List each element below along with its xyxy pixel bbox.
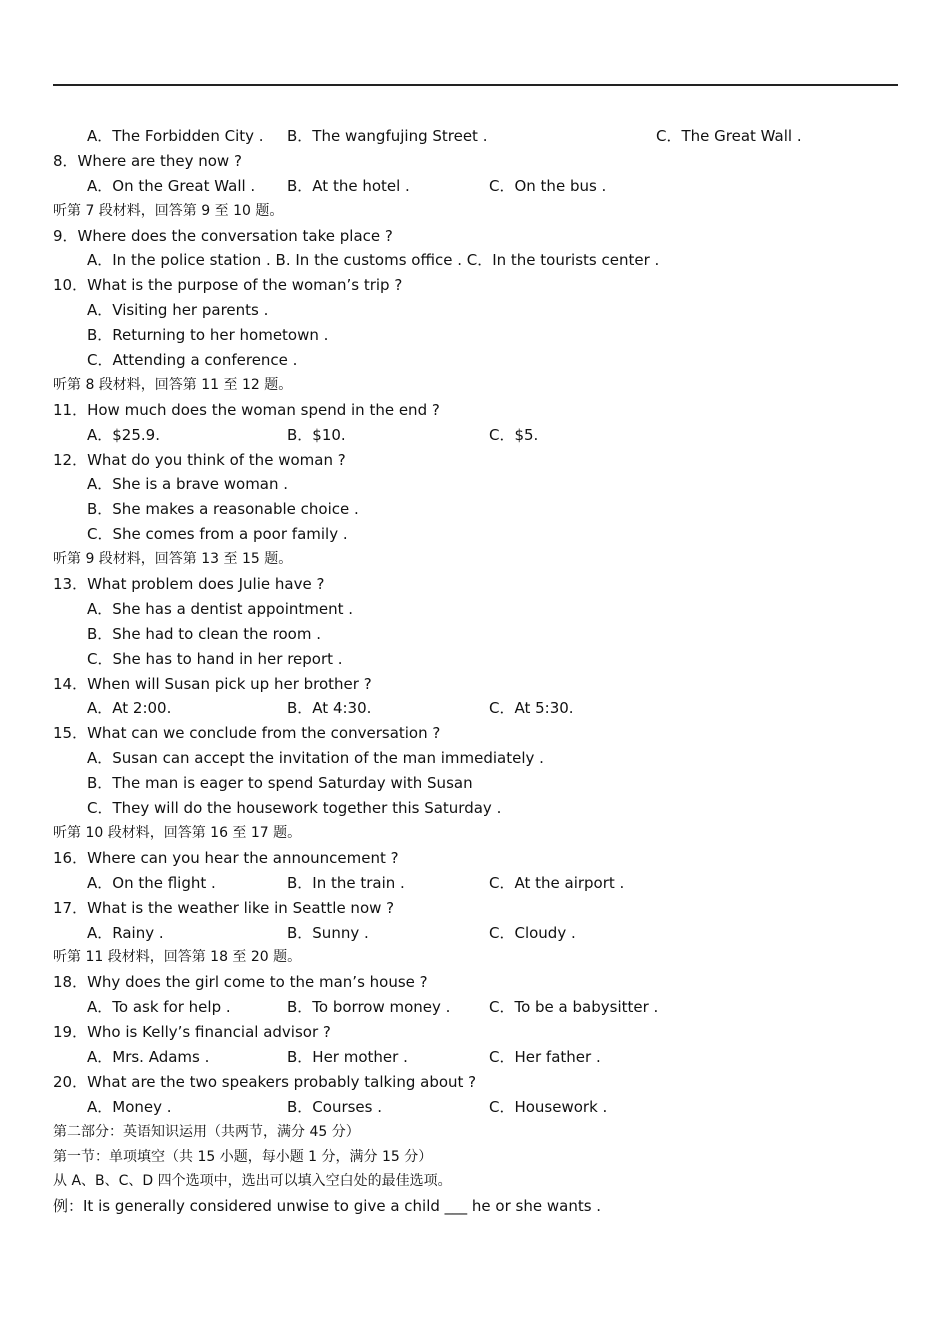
option-line: A．She is a brave woman . <box>87 475 289 494</box>
option-line: A．In the police station . B. In the customs office . C．In the tourists center . <box>87 251 660 270</box>
section-heading: 第二部分：英语知识运用（共两节，满分 45 分） <box>53 1123 360 1140</box>
option-b: B．To borrow money . <box>287 998 451 1017</box>
option-row <box>53 696 913 721</box>
option-row <box>53 1045 913 1070</box>
question-text: 17．What is the weather like in Seattle now ? <box>53 898 395 917</box>
option-row <box>53 995 913 1020</box>
question-text: 12．What do you think of the woman ? <box>53 450 346 469</box>
option-row <box>53 124 913 149</box>
header-rule <box>53 84 898 86</box>
option-line: A．She has a dentist appointment . <box>87 599 354 618</box>
question-text: 13．What problem does Julie have ? <box>53 575 325 594</box>
option-line: C．They will do the housework together this Saturday . <box>87 799 502 818</box>
option-b: B．At the hotel . <box>287 176 410 195</box>
option-c: C．$5. <box>489 425 539 444</box>
question-text: 9．Where does the conversation take place ? <box>53 226 393 245</box>
option-a: A．At 2:00. <box>87 699 172 718</box>
option-b: B．In the train . <box>287 873 405 892</box>
section-heading: 从 A、B、C、D 四个选项中，选出可以填入空白处的最佳选项。 <box>53 1173 452 1190</box>
section-heading: 第一节：单项填空（共 15 小题，每小题 1 分，满分 15 分） <box>53 1148 433 1165</box>
section-heading: 听第 7 段材料，回答第 9 至 10 题。 <box>53 202 284 219</box>
option-a: A．Rainy . <box>87 923 164 942</box>
option-row <box>53 921 913 946</box>
option-a: A．To ask for help . <box>87 998 231 1017</box>
option-b: B．Courses . <box>287 1097 383 1116</box>
option-b: B．At 4:30. <box>287 699 372 718</box>
option-c: C．At 5:30. <box>489 699 574 718</box>
option-c: C．To be a babysitter . <box>489 998 659 1017</box>
option-c: C．Her father . <box>489 1047 601 1066</box>
section-heading: 听第 11 段材料，回答第 18 至 20 题。 <box>53 949 302 966</box>
question-text: 11．How much does the woman spend in the end ? <box>53 400 440 419</box>
question-text: 例：It is generally considered unwise to give a child ___ he or she wants . <box>53 1197 602 1216</box>
section-heading: 听第 10 段材料，回答第 16 至 17 题。 <box>53 824 302 841</box>
option-b: B．Her mother . <box>287 1047 408 1066</box>
option-a: A．On the flight . <box>87 873 216 892</box>
option-c: C．Housework . <box>489 1097 608 1116</box>
section-heading: 听第 8 段材料，回答第 11 至 12 题。 <box>53 376 293 393</box>
option-c: C．The Great Wall . <box>656 127 802 145</box>
option-line: C．She has to hand in her report . <box>87 649 343 668</box>
option-row <box>53 1095 913 1120</box>
question-text: 15．What can we conclude from the conversation ? <box>53 724 441 743</box>
question-text: 20．What are the two speakers probably talking about ? <box>53 1072 477 1091</box>
option-line: B．The man is eager to spend Saturday with Susan <box>87 774 473 793</box>
option-b: B．$10. <box>287 425 346 444</box>
option-line: A．Susan can accept the invitation of the man immediately . <box>87 749 544 768</box>
option-a: A．Mrs. Adams . <box>87 1047 210 1066</box>
question-text: 19．Who is Kelly’s financial advisor ? <box>53 1023 331 1042</box>
option-row <box>53 871 913 896</box>
question-text: 18．Why does the girl come to the man’s house ? <box>53 973 428 992</box>
option-a: A．The Forbidden City . <box>87 127 264 145</box>
question-text: 16．Where can you hear the announcement ? <box>53 848 399 867</box>
option-c: C．At the airport . <box>489 873 625 892</box>
option-line: B．She makes a reasonable choice . <box>87 500 359 519</box>
option-c: C．Cloudy . <box>489 923 576 942</box>
section-heading: 听第 9 段材料，回答第 13 至 15 题。 <box>53 551 293 568</box>
option-line: B．Returning to her hometown . <box>87 326 329 345</box>
option-row <box>53 423 913 448</box>
option-line: A．Visiting her parents . <box>87 301 269 320</box>
option-a: A．On the Great Wall . <box>87 176 256 195</box>
question-text: 8．Where are they now ? <box>53 151 242 170</box>
option-a: A．$25.9. <box>87 425 160 444</box>
option-line: C．Attending a conference . <box>87 351 298 370</box>
option-b: B．Sunny . <box>287 923 369 942</box>
option-line: C．She comes from a poor family . <box>87 525 348 544</box>
option-line: B．She had to clean the room . <box>87 624 321 643</box>
option-a: A．Money . <box>87 1097 172 1116</box>
option-b: B．The wangfujing Street . <box>287 127 488 145</box>
question-text: 14．When will Susan pick up her brother ? <box>53 674 372 693</box>
option-c: C．On the bus . <box>489 176 607 195</box>
option-row <box>53 174 913 199</box>
question-text: 10．What is the purpose of the woman’s trip ? <box>53 276 403 295</box>
exam-content <box>53 124 913 1219</box>
